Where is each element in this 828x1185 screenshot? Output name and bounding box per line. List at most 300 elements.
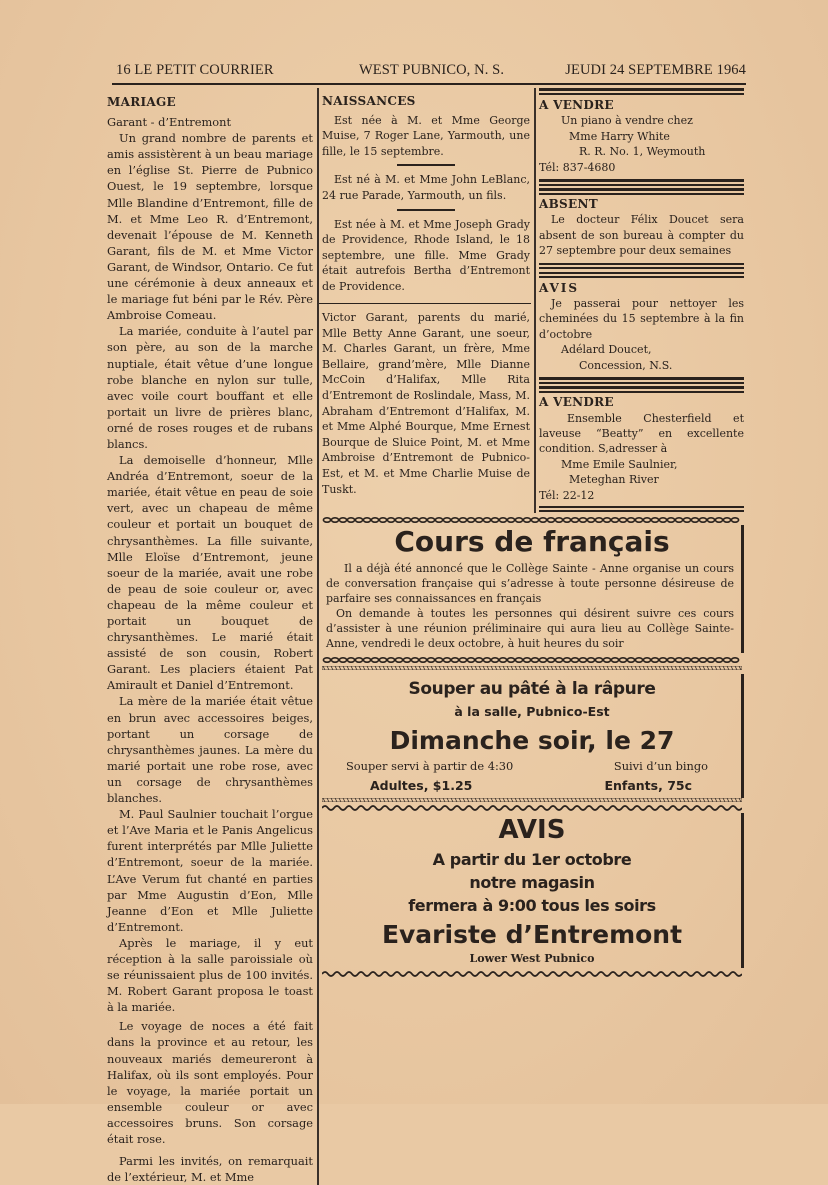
chain-link: [675, 518, 682, 522]
hatch-mark: [643, 666, 645, 670]
hatch-mark: [591, 798, 593, 802]
hatch-mark: [455, 798, 457, 802]
hatch-mark: [331, 798, 333, 802]
hatch-border: [322, 798, 742, 802]
chain-link: [651, 518, 658, 522]
hatch-mark: [647, 666, 649, 670]
double-rule: [539, 88, 744, 95]
hatch-mark: [739, 666, 741, 670]
hatch-mark: [639, 666, 641, 670]
hatch-mark: [719, 666, 721, 670]
hatch-mark: [491, 666, 493, 670]
chain-link: [491, 518, 498, 522]
double-rule: [539, 179, 744, 186]
hatch-mark: [655, 666, 657, 670]
chain-link: [475, 518, 482, 522]
hatch-mark: [351, 798, 353, 802]
hatch-mark: [559, 666, 561, 670]
chain-link: [403, 518, 410, 522]
chain-link: [323, 658, 330, 662]
chain-link: [331, 658, 338, 662]
hatch-mark: [699, 798, 701, 802]
store-owner-name: Evariste d’Entremont: [381, 920, 683, 949]
chain-link: [603, 658, 610, 662]
wave-border: [322, 805, 742, 811]
hatch-mark: [483, 798, 485, 802]
hatch-mark: [635, 798, 637, 802]
hatch-mark: [399, 798, 401, 802]
hatch-mark: [675, 798, 677, 802]
chain-link: [355, 518, 362, 522]
double-rule: [539, 272, 744, 279]
hatch-mark: [423, 798, 425, 802]
hatch-mark: [379, 666, 381, 670]
column-rule-2: [534, 88, 536, 513]
avis-signature: Adélard Doucet,: [561, 343, 652, 357]
chain-link: [707, 518, 714, 522]
hatch-mark: [623, 666, 625, 670]
hatch-mark: [703, 666, 705, 670]
hatch-mark: [727, 798, 729, 802]
hatch-mark: [479, 798, 481, 802]
hatch-mark: [467, 666, 469, 670]
chain-link: [707, 658, 714, 662]
hatch-mark: [583, 798, 585, 802]
hatch-mark: [687, 666, 689, 670]
hatch-mark: [343, 666, 345, 670]
chain-link: [699, 658, 706, 662]
short-divider: [397, 209, 455, 211]
hatch-mark: [455, 666, 457, 670]
chain-link: [379, 658, 386, 662]
mariage-paragraph: La mariée, conduite à l’autel par son père, au son de la marche nuptiale, était vêtue d’une longue robe blanche en nylon sur tulle, avec voile court bouffant et elle portait un livre de prières blanc, orné de roses rouges et de rubans blancs.: [107, 324, 313, 451]
chain-link: [539, 658, 546, 662]
chain-link: [611, 518, 618, 522]
hatch-mark: [375, 666, 377, 670]
hatch-mark: [695, 666, 697, 670]
hatch-mark: [707, 798, 709, 802]
hatch-mark: [559, 798, 561, 802]
hatch-mark: [731, 666, 733, 670]
chain-link: [403, 658, 410, 662]
hatch-mark: [479, 666, 481, 670]
double-rule: [539, 386, 744, 393]
hatch-mark: [679, 666, 681, 670]
hatch-mark: [475, 798, 477, 802]
hatch-mark: [563, 798, 565, 802]
hatch-mark: [371, 666, 373, 670]
hatch-mark: [391, 666, 393, 670]
chain-link: [683, 518, 690, 522]
hatch-mark: [439, 666, 441, 670]
chain-link: [499, 518, 506, 522]
hatch-mark: [539, 798, 541, 802]
chain-border: [322, 517, 742, 523]
hatch-mark: [431, 666, 433, 670]
chain-link: [515, 518, 522, 522]
hatch-mark: [535, 666, 537, 670]
mariage-paragraph: Après le mariage, il y eut réception à la salle paroissiale où se réunissaient plus de 100 invités. M. Robert Garant proposa le toast à la mariée.: [107, 935, 313, 1015]
chain-link: [411, 518, 418, 522]
absent-text: Le docteur Félix Doucet sera absent de son bureau à compter du 27 septembre pour deux semaines: [539, 213, 744, 258]
hatch-mark: [667, 798, 669, 802]
chain-link: [611, 658, 618, 662]
mariage-paragraph: La demoiselle d’honneur, Mlle Andréa d’Entremont, soeur de la mariée, était vêtue en peau de soie vert, avec un chapeau de même couleur et portait un bouquet de chrysanthèmes. La fille suivante, Mlle Eloïse d’Entremont, jeune soeur de la mariée, avait une robe de peau de soie couleur or, avec chapeau de la même couleur et portait un bouquet de chrysanthèmes. Le marié était assisté de son cousin, Robert Garant. Les placiers étaient Pat Amirault et Daniel d’Entremont.: [107, 453, 313, 693]
hatch-mark: [339, 798, 341, 802]
hatch-mark: [363, 798, 365, 802]
avis-text: Je passerai pour nettoyer les cheminées du 15 septembre à la fin d’octobre: [539, 297, 744, 341]
hatch-mark: [655, 798, 657, 802]
hatch-mark: [535, 798, 537, 802]
section-divider: [319, 303, 531, 305]
hatch-mark: [687, 798, 689, 802]
hatch-mark: [543, 666, 545, 670]
cours-ad: [322, 517, 742, 670]
hatch-mark: [603, 666, 605, 670]
avis-magasin-title: AVIS: [498, 815, 566, 845]
hatch-mark: [651, 666, 653, 670]
vendre1-heading: A VENDRE: [539, 98, 614, 112]
chain-link: [323, 518, 330, 522]
hatch-mark: [427, 666, 429, 670]
hatch-mark: [607, 666, 609, 670]
hatch-mark: [423, 666, 425, 670]
hatch-mark: [715, 666, 717, 670]
souper-prices: [322, 774, 742, 798]
vendre1-line: Un piano à vendre chez: [561, 114, 693, 128]
vendre2-line: Meteghan River: [569, 473, 659, 487]
masthead: [112, 62, 746, 80]
chain-link: [427, 658, 434, 662]
hatch-mark: [527, 798, 529, 802]
hatch-mark: [391, 798, 393, 802]
hatch-mark: [595, 798, 597, 802]
souper-bingo: Suivi d’un bingo: [613, 759, 708, 773]
hatch-mark: [599, 798, 601, 802]
hatch-mark: [383, 798, 385, 802]
hatch-mark: [683, 666, 685, 670]
mariage-heading: MARIAGE: [107, 95, 176, 109]
chain-link: [635, 658, 642, 662]
hatch-mark: [679, 798, 681, 802]
hatch-mark: [435, 666, 437, 670]
chain-link: [699, 518, 706, 522]
chain-link: [419, 658, 426, 662]
hatch-mark: [347, 798, 349, 802]
hatch-mark: [339, 666, 341, 670]
hatch-mark: [691, 798, 693, 802]
hatch-mark: [483, 666, 485, 670]
hatch-mark: [543, 798, 545, 802]
hatch-mark: [407, 666, 409, 670]
hatch-mark: [627, 666, 629, 670]
hatch-mark: [539, 666, 541, 670]
chain-link: [587, 518, 594, 522]
box-rule: [741, 813, 744, 968]
chain-link: [531, 518, 538, 522]
avis-signature: Concession, N.S.: [579, 358, 673, 372]
hatch-mark: [495, 798, 497, 802]
hatch-mark: [683, 798, 685, 802]
chain-link: [667, 518, 674, 522]
mariage-continuation: Victor Garant, parents du marié, Mlle Betty Anne Garant, une soeur, M. Charles Garant, un frère, Mme Bellaire, grand’mère, Mlle Dianne McCoin d’Halifax, Mlle Rita d’Entremont de Roslindale, Mass, M. Abraham d’Entremont d’Halifax, M. et Mme Alphé Bourque, Mme Ernest Bourque de Sluice Point, M. et Mme Ambroise d’Entremont de Pubnico-Est, et M. et Mme Charlie Muise de Tuskt.: [322, 311, 530, 496]
masthead-page-title: 16 LE PETIT COURRIER: [116, 62, 274, 78]
chain-link: [427, 518, 434, 522]
chain-link: [715, 658, 722, 662]
avis-magasin-line: notre magasin: [469, 873, 595, 892]
chain-link: [643, 658, 650, 662]
hatch-mark: [699, 666, 701, 670]
cours-paragraph: Il a déjà été annoncé que le Collège Sainte - Anne organise un cours de conversation française qui s’adresse à toute personne désireuse de parfaire ses connaissances en français: [326, 562, 734, 605]
chain-link: [667, 658, 674, 662]
hatch-mark: [395, 666, 397, 670]
hatch-mark: [579, 666, 581, 670]
avis-magasin-body: [322, 813, 742, 968]
hatch-mark: [507, 798, 509, 802]
mariage-subheading: Garant - d’Entremont: [107, 115, 232, 130]
hatch-mark: [731, 798, 733, 802]
chain-link: [675, 658, 682, 662]
hatch-mark: [427, 798, 429, 802]
chain-link: [523, 658, 530, 662]
chain-link: [683, 658, 690, 662]
hatch-mark: [603, 798, 605, 802]
hatch-mark: [575, 798, 577, 802]
chain-link: [723, 518, 730, 522]
chain-link: [555, 518, 562, 522]
hatch-mark: [463, 666, 465, 670]
hatch-mark: [419, 666, 421, 670]
chain-link: [659, 658, 666, 662]
avis-heading: AVIS: [539, 280, 580, 295]
vendre1-line: R. R. No. 1, Weymouth: [579, 145, 706, 159]
chain-link: [459, 518, 466, 522]
chain-link: [499, 658, 506, 662]
price-adults: Adultes, $1.25: [370, 778, 473, 793]
chain-link: [339, 518, 346, 522]
mariage-paragraph: La mère de la mariée était vêtue en brun avec accessoires beiges, portant un corsage de chrysanthèmes jaunes. La mère du marié portait une robe rose, avec un corsage de chrysanthèmes blanches.: [107, 694, 313, 806]
chain-border: [322, 657, 742, 663]
vendre2-phone: Tél: 22-12: [539, 488, 595, 502]
chain-link: [547, 658, 554, 662]
hatch-mark: [503, 666, 505, 670]
hatch-mark: [663, 666, 665, 670]
souper-details: [322, 758, 742, 774]
hatch-mark: [403, 666, 405, 670]
hatch-mark: [547, 666, 549, 670]
chain-link: [339, 658, 346, 662]
naissance-item: Est née à M. et Mme George Muise, 7 Roger Lane, Yarmouth, une fille, le 15 septembre.: [322, 113, 530, 158]
chain-link: [723, 658, 730, 662]
hatch-mark: [715, 798, 717, 802]
hatch-mark: [323, 798, 325, 802]
hatch-mark: [635, 666, 637, 670]
chain-link: [443, 518, 450, 522]
avis-magasin-ad: [322, 813, 742, 977]
chain-link: [435, 658, 442, 662]
hatch-mark: [375, 798, 377, 802]
hatch-mark: [583, 666, 585, 670]
chain-link: [571, 658, 578, 662]
hatch-mark: [471, 666, 473, 670]
hatch-mark: [367, 798, 369, 802]
chain-link: [579, 518, 586, 522]
hatch-mark: [547, 798, 549, 802]
vendre2-line: Mme Emile Saulnier,: [561, 457, 678, 471]
chain-link: [691, 658, 698, 662]
mariage-paragraph: Un grand nombre de parents et amis assistèrent à un beau mariage en l’église St. Pierre de Pubnico Ouest, le 19 septembre, lorsque Mlle Blandine d’Entremont, fille de M. et Mme Leo R. d’Entremont, devenait l’épouse de M. Kenneth Garant, fils de M. et Mme Victor Garant, de Windsor, Ontario. Ce fut une cérémonie à deux anneaux et le mariage fut béni par le Rév. Père Ambroise Comeau.: [107, 131, 313, 323]
hatch-mark: [447, 798, 449, 802]
naissance-item: Est né à M. et Mme John LeBlanc, 24 rue Parade, Yarmouth, un fils.: [322, 173, 530, 202]
hatch-mark: [367, 666, 369, 670]
hatch-mark: [495, 666, 497, 670]
hatch-mark: [555, 798, 557, 802]
hatch-mark: [675, 666, 677, 670]
hatch-mark: [631, 798, 633, 802]
hatch-mark: [335, 798, 337, 802]
hatch-mark: [527, 666, 529, 670]
hatch-mark: [611, 798, 613, 802]
chain-link: [547, 518, 554, 522]
hatch-mark: [399, 666, 401, 670]
box-rule: [741, 674, 744, 798]
classifieds-column: [539, 88, 744, 513]
hatch-mark: [531, 798, 533, 802]
hatch-mark: [563, 666, 565, 670]
hatch-mark: [615, 798, 617, 802]
hatch-mark: [567, 666, 569, 670]
hatch-mark: [595, 666, 597, 670]
hatch-mark: [383, 666, 385, 670]
hatch-mark: [707, 666, 709, 670]
mariage-article: [107, 94, 313, 1185]
chain-link: [387, 518, 394, 522]
hatch-mark: [555, 666, 557, 670]
hatch-mark: [587, 666, 589, 670]
souper-date: Dimanche soir, le 27: [389, 726, 675, 755]
hatch-mark: [331, 666, 333, 670]
chain-link: [459, 658, 466, 662]
hatch-mark: [619, 666, 621, 670]
hatch-mark: [359, 666, 361, 670]
hatch-mark: [739, 798, 741, 802]
hatch-mark: [567, 798, 569, 802]
chain-link: [587, 658, 594, 662]
chain-link: [483, 518, 490, 522]
hatch-mark: [611, 666, 613, 670]
hatch-mark: [651, 798, 653, 802]
chain-link: [635, 518, 642, 522]
chain-link: [563, 658, 570, 662]
double-rule: [539, 506, 744, 513]
chain-link: [579, 658, 586, 662]
hatch-mark: [639, 798, 641, 802]
hatch-mark: [711, 798, 713, 802]
box-rule: [741, 525, 744, 653]
hatch-mark: [703, 798, 705, 802]
chain-link: [555, 658, 562, 662]
chain-link: [411, 658, 418, 662]
cours-paragraph: On demande à toutes les personnes qui désirent suivre ces cours d’assister à une réunion préliminaire qui aura lieu au Collège Sainte-Anne, vendredi le deux octobre, à huit heures du soir: [326, 607, 734, 650]
chain-link: [467, 658, 474, 662]
absent-heading: ABSENT: [539, 197, 598, 212]
hatch-mark: [623, 798, 625, 802]
chain-link: [443, 658, 450, 662]
chain-link: [451, 518, 458, 522]
hatch-mark: [615, 666, 617, 670]
double-rule: [539, 188, 744, 195]
hatch-mark: [571, 666, 573, 670]
chain-link: [419, 518, 426, 522]
naissances-article: [322, 94, 530, 497]
hatch-mark: [571, 798, 573, 802]
chain-link: [435, 518, 442, 522]
hatch-mark: [327, 798, 329, 802]
hatch-mark: [643, 798, 645, 802]
hatch-mark: [507, 666, 509, 670]
hatch-mark: [443, 666, 445, 670]
hatch-mark: [435, 798, 437, 802]
chain-link: [355, 658, 362, 662]
hatch-mark: [519, 666, 521, 670]
hatch-mark: [723, 666, 725, 670]
hatch-mark: [411, 798, 413, 802]
wave-ornament: [322, 972, 742, 976]
chain-link: [451, 658, 458, 662]
chain-link: [467, 518, 474, 522]
hatch-mark: [599, 666, 601, 670]
hatch-mark: [487, 798, 489, 802]
chain-link: [595, 518, 602, 522]
souper-location: à la salle, Pubnico-Est: [454, 704, 610, 719]
vendre2-text: Ensemble Chesterfield et laveuse “Beatty” en excellente condition. S,adresser à: [539, 411, 744, 456]
chain-link: [595, 658, 602, 662]
hatch-mark: [607, 798, 609, 802]
wave-border: [322, 971, 742, 977]
masthead-rule: [112, 83, 746, 85]
hatch-mark: [419, 798, 421, 802]
souper-served-time: Souper servi à partir de 4:30: [346, 759, 514, 773]
hatch-mark: [619, 798, 621, 802]
chain-link: [387, 658, 394, 662]
souper-ad: [322, 674, 742, 811]
chain-link: [603, 518, 610, 522]
chain-link: [379, 518, 386, 522]
chain-link: [507, 658, 514, 662]
hatch-mark: [579, 798, 581, 802]
hatch-mark: [431, 798, 433, 802]
hatch-mark: [667, 666, 669, 670]
chain-link: [331, 518, 338, 522]
masthead-location: WEST PUBNICO, N. S.: [359, 62, 505, 78]
hatch-mark: [723, 798, 725, 802]
hatch-mark: [631, 666, 633, 670]
hatch-border: [322, 666, 742, 670]
hatch-mark: [411, 666, 413, 670]
chain-link: [395, 518, 402, 522]
chain-link: [395, 658, 402, 662]
avis-magasin-line: A partir du 1er octobre: [432, 850, 632, 869]
chain-link: [371, 658, 378, 662]
hatch-mark: [491, 798, 493, 802]
chain-link: [363, 658, 370, 662]
chain-link: [643, 518, 650, 522]
store-location: Lower West Pubnico: [469, 952, 595, 965]
chain-link: [371, 518, 378, 522]
hatch-mark: [471, 798, 473, 802]
hatch-mark: [671, 798, 673, 802]
hatch-mark: [475, 666, 477, 670]
